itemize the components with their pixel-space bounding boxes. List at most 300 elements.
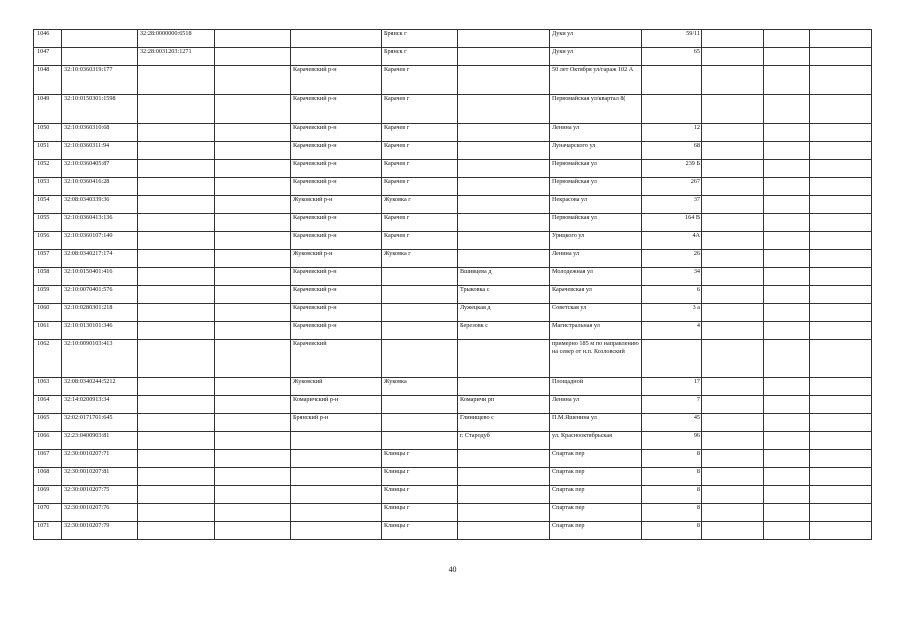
empty-cell xyxy=(702,396,764,414)
row-number-cell: 1071 xyxy=(34,522,62,540)
empty-cell xyxy=(810,124,872,142)
table-row xyxy=(34,232,872,250)
empty-cell xyxy=(702,432,764,450)
empty-cell xyxy=(215,232,291,250)
street-cell: Ленина ул xyxy=(550,124,642,142)
city-cell: Жуковка г xyxy=(382,196,458,214)
empty-cell xyxy=(764,142,810,160)
row-number-cell: 1051 xyxy=(34,142,62,160)
empty-cell xyxy=(702,232,764,250)
table-row xyxy=(34,268,872,286)
empty-cell xyxy=(810,160,872,178)
empty-cell xyxy=(810,522,872,540)
house-number-cell: 59/11 xyxy=(642,30,702,48)
district-cell: Карачевский р-н xyxy=(291,268,382,286)
row-number-cell: 1068 xyxy=(34,468,62,486)
district-cell: Карачевский р-н xyxy=(291,304,382,322)
row-number-cell: 1065 xyxy=(34,414,62,432)
empty-cell xyxy=(215,30,291,48)
row-number-cell: 1055 xyxy=(34,214,62,232)
empty-cell xyxy=(810,468,872,486)
city-cell: Карачев г xyxy=(382,95,458,124)
house-number-cell: 34 xyxy=(642,268,702,286)
city-cell xyxy=(382,432,458,450)
empty-cell xyxy=(215,286,291,304)
settlement-cell xyxy=(458,450,550,468)
empty-cell xyxy=(764,522,810,540)
table-row xyxy=(34,378,872,396)
empty-cell xyxy=(702,30,764,48)
settlement-cell xyxy=(458,486,550,504)
street-cell: Некрасова ул xyxy=(550,196,642,214)
settlement-cell xyxy=(458,214,550,232)
district-cell: Жуковский xyxy=(291,378,382,396)
cadastral-number-alt-cell xyxy=(138,486,215,504)
city-cell xyxy=(382,414,458,432)
cadastral-number-alt-cell xyxy=(138,142,215,160)
empty-cell xyxy=(764,378,810,396)
cadastral-number-cell: 32:14:0200913:34 xyxy=(62,396,138,414)
cadastral-number-cell: 32:08:0340217:174 xyxy=(62,250,138,268)
district-cell xyxy=(291,522,382,540)
table-row xyxy=(34,504,872,522)
empty-cell xyxy=(215,304,291,322)
empty-cell xyxy=(702,268,764,286)
settlement-cell: Трыковка с xyxy=(458,286,550,304)
cadastral-number-cell: 32:10:0150301:1598 xyxy=(62,95,138,124)
empty-cell xyxy=(810,48,872,66)
table-row xyxy=(34,304,872,322)
cadastral-number-alt-cell xyxy=(138,322,215,340)
table-row xyxy=(34,322,872,340)
table-row xyxy=(34,286,872,304)
empty-cell xyxy=(764,396,810,414)
cadastral-number-alt-cell xyxy=(138,268,215,286)
cadastral-number-cell: 32:30:0010207:71 xyxy=(62,450,138,468)
empty-cell xyxy=(702,142,764,160)
empty-cell xyxy=(810,322,872,340)
house-number-cell: 68 xyxy=(642,142,702,160)
empty-cell xyxy=(702,414,764,432)
empty-cell xyxy=(702,286,764,304)
cadastral-number-cell: 32:10:0150401:416 xyxy=(62,268,138,286)
row-number-cell: 1048 xyxy=(34,66,62,95)
empty-cell xyxy=(215,66,291,95)
street-cell: Спартак пер xyxy=(550,504,642,522)
empty-cell xyxy=(810,196,872,214)
empty-cell xyxy=(810,396,872,414)
table-row xyxy=(34,66,872,95)
house-number-cell: 267 xyxy=(642,178,702,196)
street-cell: Ленина ул xyxy=(550,396,642,414)
empty-cell xyxy=(764,432,810,450)
settlement-cell xyxy=(458,340,550,378)
settlement-cell: Вшивцева д xyxy=(458,268,550,286)
street-cell: Магистральная ул xyxy=(550,322,642,340)
empty-cell xyxy=(810,286,872,304)
district-cell: Карачевский р-н xyxy=(291,286,382,304)
empty-cell xyxy=(215,214,291,232)
cadastral-number-cell: 32:02:0171701:645 xyxy=(62,414,138,432)
empty-cell xyxy=(702,196,764,214)
city-cell: Карачев г xyxy=(382,214,458,232)
settlement-cell xyxy=(458,196,550,214)
street-cell: Площадной xyxy=(550,378,642,396)
cadastral-number-alt-cell xyxy=(138,450,215,468)
settlement-cell xyxy=(458,142,550,160)
city-cell: Карачев г xyxy=(382,160,458,178)
cadastral-number-alt-cell xyxy=(138,124,215,142)
cadastral-number-cell: 32:10:0360107:140 xyxy=(62,232,138,250)
empty-cell xyxy=(810,378,872,396)
empty-cell xyxy=(215,178,291,196)
table-row xyxy=(34,522,872,540)
house-number-cell xyxy=(642,95,702,124)
empty-cell xyxy=(810,450,872,468)
city-cell xyxy=(382,286,458,304)
settlement-cell: Лужецкая д xyxy=(458,304,550,322)
empty-cell xyxy=(764,450,810,468)
empty-cell xyxy=(764,95,810,124)
settlement-cell xyxy=(458,66,550,95)
city-cell: Карачев г xyxy=(382,142,458,160)
row-number-cell: 1050 xyxy=(34,124,62,142)
cadastral-number-cell: 32:10:0280301:218 xyxy=(62,304,138,322)
settlement-cell xyxy=(458,468,550,486)
street-cell: примерно 185 м по направлению на север от н.п. Козловский xyxy=(550,340,642,378)
street-cell: ул. Краснооктябрьская xyxy=(550,432,642,450)
city-cell: Клинцы г xyxy=(382,468,458,486)
house-number-cell: 45 xyxy=(642,414,702,432)
cadastral-number-cell: 32:10:0360405:87 xyxy=(62,160,138,178)
cadastral-number-cell: 32:10:0360416:28 xyxy=(62,178,138,196)
cadastral-number-cell: 32:10:0130101:346 xyxy=(62,322,138,340)
empty-cell xyxy=(702,160,764,178)
empty-cell xyxy=(810,214,872,232)
empty-cell xyxy=(810,66,872,95)
empty-cell xyxy=(810,432,872,450)
row-number-cell: 1058 xyxy=(34,268,62,286)
empty-cell xyxy=(215,340,291,378)
empty-cell xyxy=(810,232,872,250)
settlement-cell xyxy=(458,95,550,124)
empty-cell xyxy=(764,178,810,196)
row-number-cell: 1060 xyxy=(34,304,62,322)
register-table xyxy=(33,29,872,540)
table-row xyxy=(34,250,872,268)
empty-cell xyxy=(215,468,291,486)
empty-cell xyxy=(215,432,291,450)
house-number-cell: 4 xyxy=(642,322,702,340)
district-cell xyxy=(291,486,382,504)
empty-cell xyxy=(764,304,810,322)
house-number-cell: 37 xyxy=(642,196,702,214)
empty-cell xyxy=(215,160,291,178)
row-number-cell: 1047 xyxy=(34,48,62,66)
cadastral-number-cell: 32:10:0360310:68 xyxy=(62,124,138,142)
cadastral-number-alt-cell xyxy=(138,250,215,268)
table-row xyxy=(34,178,872,196)
street-cell: П.М.Яшенина ул xyxy=(550,414,642,432)
cadastral-number-alt-cell xyxy=(138,286,215,304)
empty-cell xyxy=(702,250,764,268)
cadastral-number-alt-cell xyxy=(138,378,215,396)
empty-cell xyxy=(764,48,810,66)
settlement-cell xyxy=(458,378,550,396)
cadastral-number-cell: 32:23:0400903:81 xyxy=(62,432,138,450)
empty-cell xyxy=(702,340,764,378)
cadastral-number-alt-cell xyxy=(138,468,215,486)
empty-cell xyxy=(215,124,291,142)
cadastral-number-cell: 32:10:0070401:576 xyxy=(62,286,138,304)
empty-cell xyxy=(215,504,291,522)
house-number-cell: 8 xyxy=(642,468,702,486)
table-row xyxy=(34,414,872,432)
row-number-cell: 1064 xyxy=(34,396,62,414)
house-number-cell: 12 xyxy=(642,124,702,142)
house-number-cell: 239 Б xyxy=(642,160,702,178)
house-number-cell xyxy=(642,340,702,378)
settlement-cell: Березовк с xyxy=(458,322,550,340)
house-number-cell: 65 xyxy=(642,48,702,66)
cadastral-number-alt-cell xyxy=(138,160,215,178)
district-cell: Карачевский xyxy=(291,340,382,378)
cadastral-number-cell: 32:08:0340244:5212 xyxy=(62,378,138,396)
empty-cell xyxy=(810,142,872,160)
street-cell: Молодежная ул xyxy=(550,268,642,286)
street-cell: Спартак пер xyxy=(550,450,642,468)
empty-cell xyxy=(702,124,764,142)
cadastral-number-alt-cell xyxy=(138,66,215,95)
empty-cell xyxy=(764,160,810,178)
house-number-cell: 8 xyxy=(642,504,702,522)
house-number-cell: 164 В xyxy=(642,214,702,232)
district-cell: Карачевский р-н xyxy=(291,124,382,142)
city-cell: Брянск г xyxy=(382,30,458,48)
empty-cell xyxy=(764,214,810,232)
table-row xyxy=(34,142,872,160)
row-number-cell: 1059 xyxy=(34,286,62,304)
cadastral-number-alt-cell xyxy=(138,178,215,196)
empty-cell xyxy=(764,232,810,250)
district-cell: Комаричский р-н xyxy=(291,396,382,414)
empty-cell xyxy=(215,95,291,124)
cadastral-number-alt-cell xyxy=(138,304,215,322)
city-cell: Карачев г xyxy=(382,178,458,196)
empty-cell xyxy=(764,322,810,340)
cadastral-number-cell xyxy=(62,48,138,66)
empty-cell xyxy=(764,504,810,522)
cadastral-number-cell: 32:10:0360311:94 xyxy=(62,142,138,160)
street-cell: Первомайская ул/квартал 8( xyxy=(550,95,642,124)
city-cell: Карачев г xyxy=(382,66,458,95)
city-cell: Клинцы г xyxy=(382,522,458,540)
street-cell: Дуки ул xyxy=(550,48,642,66)
empty-cell xyxy=(810,30,872,48)
city-cell xyxy=(382,304,458,322)
city-cell xyxy=(382,268,458,286)
empty-cell xyxy=(215,142,291,160)
empty-cell xyxy=(810,414,872,432)
empty-cell xyxy=(702,522,764,540)
empty-cell xyxy=(810,178,872,196)
city-cell: Брянск г xyxy=(382,48,458,66)
cadastral-number-alt-cell xyxy=(138,432,215,450)
cadastral-number-alt-cell xyxy=(138,340,215,378)
empty-cell xyxy=(810,95,872,124)
house-number-cell: 17 xyxy=(642,378,702,396)
city-cell: Жуковка г xyxy=(382,250,458,268)
table-row xyxy=(34,214,872,232)
house-number-cell: 8 xyxy=(642,450,702,468)
table-row xyxy=(34,396,872,414)
house-number-cell: 6 xyxy=(642,286,702,304)
district-cell: Карачевский р-н xyxy=(291,322,382,340)
settlement-cell xyxy=(458,48,550,66)
street-cell: Спартак пер xyxy=(550,486,642,504)
cadastral-number-alt-cell: 32:28:0031203:1271 xyxy=(138,48,215,66)
street-cell: Дуки ул xyxy=(550,30,642,48)
empty-cell xyxy=(215,378,291,396)
row-number-cell: 1057 xyxy=(34,250,62,268)
table-row xyxy=(34,196,872,214)
house-number-cell: 4А xyxy=(642,232,702,250)
empty-cell xyxy=(215,450,291,468)
empty-cell xyxy=(764,414,810,432)
table-row xyxy=(34,450,872,468)
street-cell: Советская ул xyxy=(550,304,642,322)
empty-cell xyxy=(764,196,810,214)
street-cell: Первомайская ул xyxy=(550,160,642,178)
house-number-cell xyxy=(642,66,702,95)
district-cell: Карачевский р-н xyxy=(291,214,382,232)
table-row xyxy=(34,124,872,142)
city-cell xyxy=(382,322,458,340)
register-body xyxy=(34,30,872,540)
row-number-cell: 1049 xyxy=(34,95,62,124)
cadastral-number-cell: 32:10:0360319:177 xyxy=(62,66,138,95)
district-cell xyxy=(291,432,382,450)
row-number-cell: 1069 xyxy=(34,486,62,504)
table-row xyxy=(34,160,872,178)
row-number-cell: 1054 xyxy=(34,196,62,214)
empty-cell xyxy=(215,268,291,286)
cadastral-number-cell: 32:30:0010207:81 xyxy=(62,468,138,486)
street-cell: Ленина ул xyxy=(550,250,642,268)
district-cell: Карачевский р-н xyxy=(291,160,382,178)
empty-cell xyxy=(702,322,764,340)
district-cell: Брянский р-н xyxy=(291,414,382,432)
cadastral-number-cell: 32:10:0360413:136 xyxy=(62,214,138,232)
street-cell: Карачевская ул xyxy=(550,286,642,304)
row-number-cell: 1053 xyxy=(34,178,62,196)
row-number-cell: 1066 xyxy=(34,432,62,450)
district-cell xyxy=(291,468,382,486)
settlement-cell: г. Стародуб xyxy=(458,432,550,450)
row-number-cell: 1062 xyxy=(34,340,62,378)
cadastral-number-alt-cell xyxy=(138,214,215,232)
city-cell: Клинцы г xyxy=(382,486,458,504)
page-number: 40 xyxy=(448,565,457,574)
street-cell: Первомайская ул xyxy=(550,178,642,196)
empty-cell xyxy=(764,486,810,504)
row-number-cell: 1056 xyxy=(34,232,62,250)
city-cell xyxy=(382,396,458,414)
street-cell: Спартак пер xyxy=(550,522,642,540)
empty-cell xyxy=(764,124,810,142)
row-number-cell: 1046 xyxy=(34,30,62,48)
cadastral-number-alt-cell xyxy=(138,95,215,124)
district-cell xyxy=(291,450,382,468)
settlement-cell xyxy=(458,504,550,522)
settlement-cell xyxy=(458,160,550,178)
cadastral-number-cell: 32:30:0010207:79 xyxy=(62,522,138,540)
empty-cell xyxy=(215,414,291,432)
cadastral-number-cell: 32:08:0340339:36 xyxy=(62,196,138,214)
district-cell xyxy=(291,30,382,48)
empty-cell xyxy=(702,468,764,486)
empty-cell xyxy=(764,286,810,304)
row-number-cell: 1061 xyxy=(34,322,62,340)
settlement-cell xyxy=(458,522,550,540)
street-cell: Спартак пер xyxy=(550,468,642,486)
house-number-cell: 26 xyxy=(642,250,702,268)
city-cell: Карачев г xyxy=(382,232,458,250)
row-number-cell: 1067 xyxy=(34,450,62,468)
city-cell: Клинцы г xyxy=(382,450,458,468)
empty-cell xyxy=(810,268,872,286)
cadastral-number-cell xyxy=(62,30,138,48)
row-number-cell: 1052 xyxy=(34,160,62,178)
cadastral-number-alt-cell xyxy=(138,232,215,250)
city-cell: Жуковка xyxy=(382,378,458,396)
empty-cell xyxy=(702,450,764,468)
empty-cell xyxy=(810,304,872,322)
city-cell xyxy=(382,340,458,378)
empty-cell xyxy=(702,95,764,124)
house-number-cell: 7 xyxy=(642,396,702,414)
table-row xyxy=(34,486,872,504)
street-cell: Первомайская ул xyxy=(550,214,642,232)
street-cell: 50 лет Октября ул/гараж 102 А xyxy=(550,66,642,95)
table-row xyxy=(34,95,872,124)
empty-cell xyxy=(215,250,291,268)
row-number-cell: 1063 xyxy=(34,378,62,396)
cadastral-number-alt-cell xyxy=(138,522,215,540)
empty-cell xyxy=(215,522,291,540)
district-cell: Жуковский р-н xyxy=(291,196,382,214)
cadastral-number-cell: 32:30:0010207:76 xyxy=(62,504,138,522)
empty-cell xyxy=(764,468,810,486)
empty-cell xyxy=(810,504,872,522)
empty-cell xyxy=(215,396,291,414)
empty-cell xyxy=(702,486,764,504)
settlement-cell xyxy=(458,232,550,250)
row-number-cell: 1070 xyxy=(34,504,62,522)
settlement-cell: Глинищево с xyxy=(458,414,550,432)
cadastral-number-alt-cell xyxy=(138,504,215,522)
empty-cell xyxy=(764,66,810,95)
cadastral-number-alt-cell: 32:28:0000000:6518 xyxy=(138,30,215,48)
house-number-cell: 8 xyxy=(642,486,702,504)
house-number-cell: 8 xyxy=(642,522,702,540)
empty-cell xyxy=(702,214,764,232)
city-cell: Карачев г xyxy=(382,124,458,142)
street-cell: Луначарского ул xyxy=(550,142,642,160)
house-number-cell: 3 а xyxy=(642,304,702,322)
empty-cell xyxy=(810,250,872,268)
district-cell: Жуковский р-н xyxy=(291,250,382,268)
